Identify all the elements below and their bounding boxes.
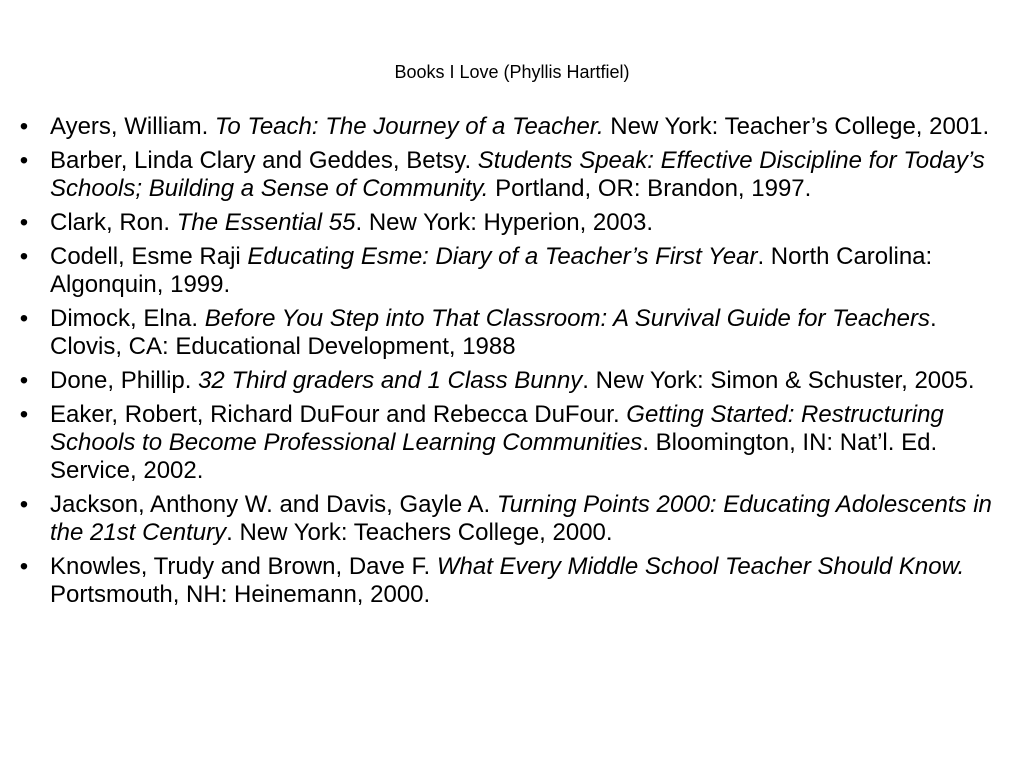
entry-title: Getting Started: Restructuring Schools to Become Professional Learning Communities bbox=[50, 401, 944, 456]
entry-publication: . Clovis, CA: Educational Development, 1988 bbox=[50, 305, 937, 360]
bibliography-entry-knowles bbox=[14, 553, 1010, 609]
entry-publication: Portsmouth, NH: Heinemann, 2000. bbox=[50, 581, 431, 608]
bibliography-entry-done bbox=[14, 367, 1010, 395]
entry-title: 32 Third graders and 1 Class Bunny bbox=[198, 367, 583, 394]
entry-title: Educating Esme: Diary of a Teacher’s First Year bbox=[247, 243, 758, 270]
entry-author: Codell, Esme Raji bbox=[50, 243, 248, 270]
entry-author: Done, Phillip. bbox=[50, 367, 199, 394]
bullet-icon: • bbox=[19, 367, 29, 394]
entry-title: Before You Step into That Classroom: A Survival Guide for Teachers bbox=[204, 305, 930, 332]
entry-author: Knowles, Trudy and Brown, Dave F. bbox=[50, 553, 437, 580]
entry-author: Ayers, William. bbox=[50, 113, 215, 140]
bullet-icon: • bbox=[19, 401, 29, 428]
bibliography-entry-ayers bbox=[14, 113, 1010, 141]
bibliography-entry-dimock bbox=[14, 305, 1010, 361]
entry-title: Turning Points 2000: Educating Adolescents in the 21st Century bbox=[50, 491, 992, 546]
entry-publication: New York: Teacher’s College, 2001. bbox=[603, 113, 990, 140]
bibliography-entry-barber bbox=[14, 147, 1010, 203]
entry-title: Students Speak: Effective Discipline for Today’s Schools; Building a Sense of Community. bbox=[50, 147, 985, 202]
bibliography-entry-eaker bbox=[14, 401, 1010, 485]
bullet-icon: • bbox=[19, 553, 29, 580]
bullet-icon: • bbox=[19, 305, 29, 332]
entry-author: Eaker, Robert, Richard DuFour and Rebecca DuFour. bbox=[50, 401, 627, 428]
entry-publication: . New York: Hyperion, 2003. bbox=[355, 209, 653, 236]
bibliography-entry-codell bbox=[14, 243, 1010, 299]
entry-title: To Teach: The Journey of a Teacher. bbox=[214, 113, 604, 140]
entry-publication: . New York: Teachers College, 2000. bbox=[226, 519, 613, 546]
bullet-icon: • bbox=[19, 243, 29, 270]
bibliography-entry-clark bbox=[14, 209, 1010, 237]
entry-author: Clark, Ron. bbox=[50, 209, 177, 236]
slide-title: Books I Love (Phyllis Hartfiel) bbox=[394, 62, 630, 82]
bibliography-list bbox=[14, 113, 1010, 615]
bibliography-entry-jackson bbox=[14, 491, 1010, 547]
entry-author: Jackson, Anthony W. and Davis, Gayle A. bbox=[50, 491, 497, 518]
entry-title: The Essential 55 bbox=[176, 209, 356, 236]
entry-title: What Every Middle School Teacher Should Know. bbox=[436, 553, 965, 580]
entry-publication: . Bloomington, IN: Nat’l. Ed. Service, 2002. bbox=[50, 429, 938, 484]
entry-author: Dimock, Elna. bbox=[50, 305, 205, 332]
bullet-icon: • bbox=[19, 113, 29, 140]
entry-publication: . North Carolina: Algonquin, 1999. bbox=[50, 243, 933, 298]
entry-publication: . New York: Simon & Schuster, 2005. bbox=[582, 367, 975, 394]
bullet-icon: • bbox=[19, 491, 29, 518]
bullet-icon: • bbox=[19, 209, 29, 236]
bullet-icon: • bbox=[19, 147, 29, 174]
entry-author: Barber, Linda Clary and Geddes, Betsy. bbox=[50, 147, 478, 174]
entry-publication: Portland, OR: Brandon, 1997. bbox=[488, 175, 812, 202]
